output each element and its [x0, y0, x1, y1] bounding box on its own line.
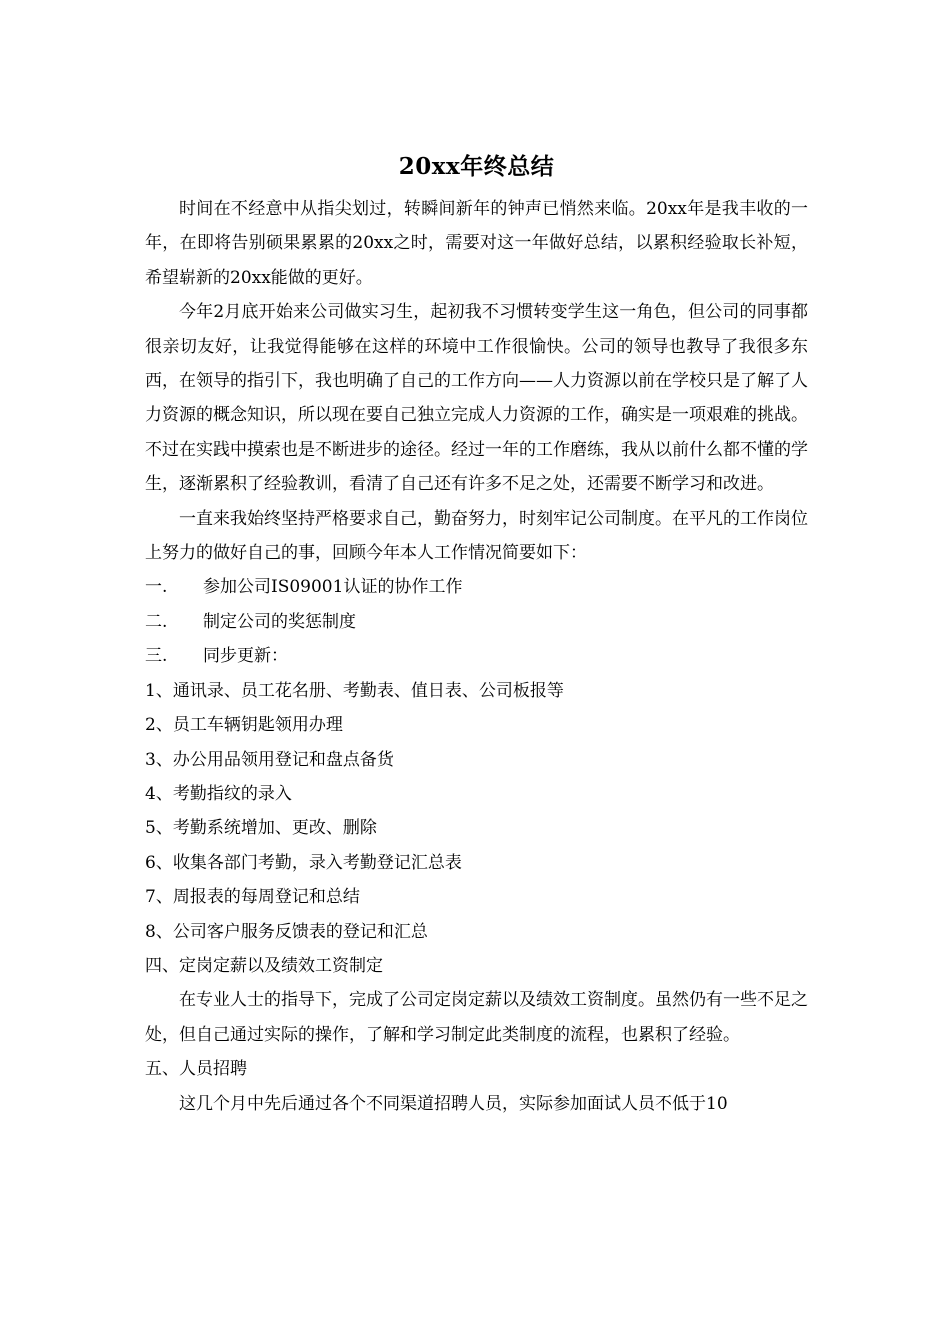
- section-number: 一.: [145, 577, 168, 598]
- section-heading-4: 四、定岗定薪以及绩效工资制定: [145, 955, 383, 976]
- list-item: 7、周报表的每周登记和总结: [145, 887, 360, 908]
- list-item: 6、收集各部门考勤，录入考勤登记汇总表: [145, 852, 462, 873]
- section-heading-3: [145, 639, 808, 673]
- section-number: 三.: [145, 646, 168, 667]
- summary-intro-paragraph: 一直来我始终坚持严格要求自己，勤奋努力，时刻牢记公司制度。在平凡的工作岗位上努力的做好自己的事，回顾今年本人工作情况简要如下：: [145, 508, 808, 564]
- list-item: 1、通讯录、员工花名册、考勤表、值日表、公司板报等: [145, 680, 564, 701]
- list-item: 8、公司客户服务反馈表的登记和汇总: [145, 921, 428, 942]
- document-title: 20xx年终总结: [398, 153, 555, 180]
- section-heading-2: [145, 605, 808, 639]
- section-heading-1: [145, 570, 808, 604]
- section-heading-5: 五、人员招聘: [145, 1059, 247, 1080]
- section-text: 制定公司的奖惩制度: [203, 611, 356, 632]
- section5-paragraph: 这几个月中先后通过各个不同渠道招聘人员，实际参加面试人员不低于10: [179, 1093, 728, 1114]
- list-item: 3、办公用品领用登记和盘点备货: [145, 749, 394, 770]
- list-item: 4、考勤指纹的录入: [145, 783, 292, 804]
- list-item: 5、考勤系统增加、更改、删除: [145, 818, 377, 839]
- section-text: 参加公司IS09001认证的协作工作: [203, 577, 463, 598]
- list-item: 2、员工车辆钥匙领用办理: [145, 715, 343, 736]
- section-text: 同步更新：: [203, 646, 288, 667]
- background-paragraph: 今年2月底开始来公司做实习生，起初我不习惯转变学生这一角色，但公司的同事都很亲切友好，让我觉得能够在这样的环境中工作很愉快。公司的领导也教导了我很多东西，在领导的指引下，我也明确了自己的工作方向——人力资源以前在学校只是了解了人力资源的概念知识，所以现在要自己独立完成人力资源的工作，确实是一项艰难的挑战。不过在实践中摸索也是不断进步的途径。经过一年的工作磨练，我从以前什么都不懂的学生，逐渐累积了经验教训，看清了自己还有许多不足之处，还需要不断学习和改进。: [145, 302, 808, 495]
- intro-paragraph: 时间在不经意中从指尖划过，转瞬间新年的钟声已悄然来临。20xx年是我丰收的一年，在即将告别硕果累累的20xx之时，需要对这一年做好总结，以累积经验取长补短，希望崭新的20xx能做的更好。: [145, 199, 808, 288]
- section-number: 二.: [145, 611, 168, 632]
- section4-paragraph: 在专业人士的指导下，完成了公司定岗定薪以及绩效工资制度。虽然仍有一些不足之处，但自己通过实际的操作，了解和学习制定此类制度的流程，也累积了经验。: [145, 990, 808, 1045]
- document-body: [145, 192, 808, 1121]
